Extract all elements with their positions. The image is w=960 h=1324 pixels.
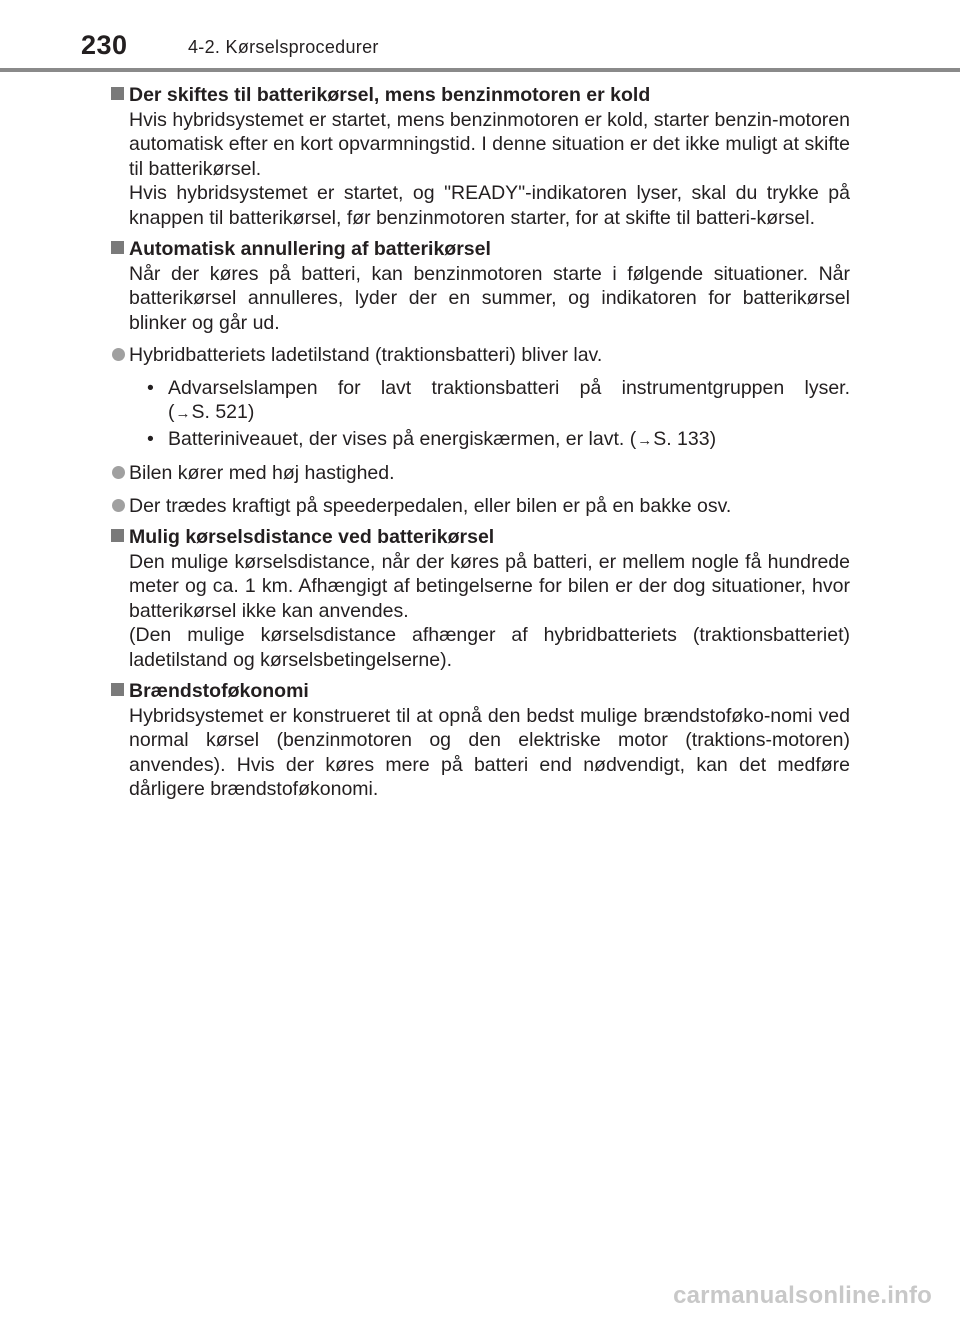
page-reference-text: S. 521) <box>191 401 255 423</box>
section-heading <box>110 83 850 108</box>
paragraph: Den mulige kørselsdistance, når der køres på batteri, er mellem nogle få hundrede meter og ca. 1 km. Afhængigt af betingelserne for bilen er der dog situationer, hvor batterikørsel ikke kan anvendes. <box>129 550 850 622</box>
section-heading-text: Der skiftes til batterikørsel, mens benzinmotoren er kold <box>129 84 651 106</box>
header-divider <box>0 68 960 72</box>
paragraph: Hybridsystemet er konstrueret til at opnå den bedst mulige brændstoføko-nomi ved normal kørsel (benzinmotoren og den elektriske motor (traktions-motoren) anvendes). Hvis der køres mere på batteri end nødvendigt, kan det medføre dårligere brændstoføkonomi. <box>129 704 850 800</box>
page-reference[interactable] <box>175 401 255 423</box>
page-reference[interactable] <box>636 428 716 450</box>
watermark: carmanualsonline.info <box>673 1282 932 1309</box>
circle-bullet-icon <box>112 466 125 479</box>
sub-list-item <box>147 376 850 427</box>
section-auto-cancel <box>110 237 850 518</box>
section-heading <box>110 679 850 704</box>
paragraph: Når der køres på batteri, kan benzinmotoren starte i følgende situationer. Når batterikørsel annulleres, lyder der en summer, og indikatoren for batterikørsel blinker og går ud. <box>129 262 850 334</box>
list-item <box>110 343 850 368</box>
page-content <box>110 83 850 809</box>
sub-list-item-text: Advarselslampen for lavt traktionsbatteri på instrumentgruppen lyser. ( <box>168 376 850 423</box>
list-item <box>110 461 850 486</box>
section-fuel-economy <box>110 679 850 802</box>
section-heading <box>110 237 850 262</box>
paragraph: Hvis hybridsystemet er startet, mens benzinmotoren er kold, starter benzin-motoren automatisk efter en kort opvarmningstid. I denne situation er det ikke muligt at skifte til batterikørsel. <box>129 108 850 180</box>
paragraph: Hvis hybridsystemet er startet, og "READY"-indikatoren lyser, skal du trykke på knappen til batterikørsel, før benzinmotoren starter, for at skifte til batteri-kørsel. <box>129 182 850 229</box>
sub-list-item-text: Batteriniveauet, der vises på energiskærmen, er lavt. ( <box>168 427 637 450</box>
page-header <box>0 0 960 76</box>
arrow-right-icon: → <box>175 405 191 422</box>
dot-bullet-icon: • <box>147 376 154 399</box>
section-heading <box>110 525 850 550</box>
section-heading-text: Automatisk annullering af batterikørsel <box>129 238 491 260</box>
list-item-text: Hybridbatteriets ladetilstand (traktionsbatteri) bliver lav. <box>129 344 603 366</box>
square-bullet-icon <box>111 529 124 542</box>
page-number: 230 <box>81 30 128 60</box>
list-item <box>110 494 850 519</box>
circle-bullet-icon <box>112 348 125 361</box>
chapter-title: 4-2. Kørselsprocedurer <box>188 37 379 57</box>
list-item-text: Der trædes kraftigt på speederpedalen, eller bilen er på en bakke osv. <box>129 494 732 517</box>
paragraph: (Den mulige kørselsdistance afhænger af hybridbatteriets (traktionsbatteriet) ladetilstand og kørselsbetingelserne). <box>129 624 850 671</box>
section-driving-distance <box>110 525 850 672</box>
section-cold-engine <box>110 83 850 230</box>
square-bullet-icon <box>111 87 124 100</box>
arrow-right-icon: → <box>637 431 653 449</box>
page-reference-text: S. 133) <box>653 427 717 450</box>
section-heading-text: Mulig kørselsdistance ved batterikørsel <box>129 526 495 548</box>
circle-bullet-icon <box>112 499 125 512</box>
square-bullet-icon <box>111 683 124 696</box>
sub-list-item <box>147 427 850 454</box>
list-item-text: Bilen kører med høj hastighed. <box>129 462 395 484</box>
sub-list <box>110 376 850 454</box>
section-heading-text: Brændstoføkonomi <box>129 680 309 702</box>
dot-bullet-icon: • <box>147 427 154 450</box>
square-bullet-icon <box>111 241 124 254</box>
